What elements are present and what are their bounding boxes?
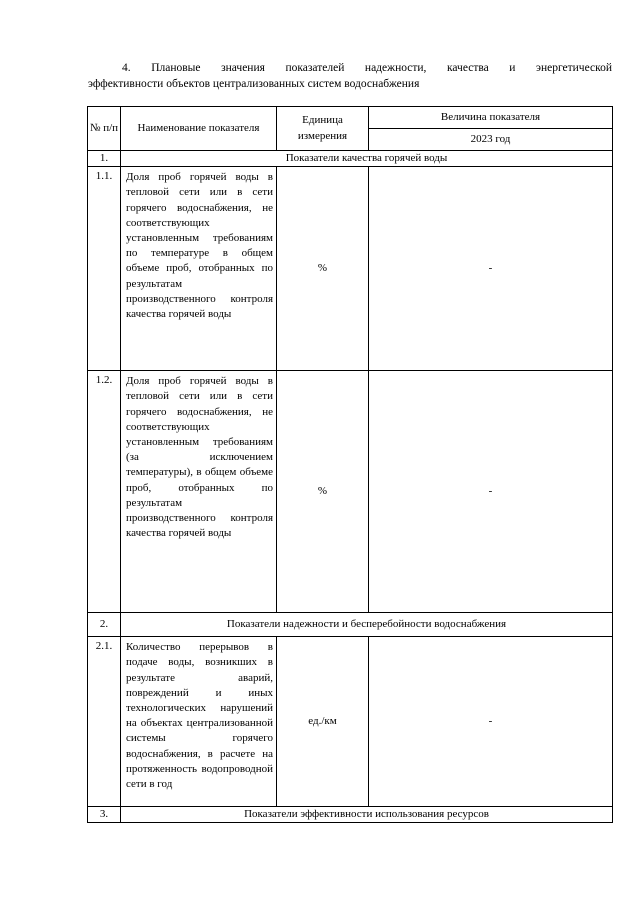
indicator-name	[121, 371, 277, 613]
table-row	[88, 371, 613, 613]
indicator-name-text: Доля проб горячей воды в тепловой сети или в сети горячего водоснабжения, не соответствующих установленным требованиям по температуре в общем объеме проб, отобранных по результатам производственного контроля качества горячей воды	[126, 171, 273, 321]
indicator-value: -	[369, 371, 613, 613]
table-row	[88, 637, 613, 807]
table-row	[88, 167, 613, 371]
indicator-name	[121, 637, 277, 807]
header-year: 2023 год	[369, 129, 613, 151]
indicator-name-text: Доля проб горячей воды в тепловой сети или в сети горячего водоснабжения, не соответствующих установленным требованиям (за исключением температуры), в общем объеме проб, отобранных по результатам производственного контроля качества горячей воды	[126, 375, 273, 540]
header-value: Величина показателя	[369, 107, 613, 129]
indicator-name-text: Количество перерывов в подаче воды, возникших в результате аварий, повреждений и иных технологических нарушений на объектах централизованной системы горячего водоснабжения, в расчете на протяженность водопроводной сети в год	[126, 641, 273, 791]
table-row	[88, 807, 613, 823]
indicator-unit: ед./км	[277, 637, 369, 807]
row-num: 1.2.	[88, 371, 121, 613]
indicator-unit: %	[277, 371, 369, 613]
section-heading	[88, 60, 612, 92]
row-num: 3.	[88, 807, 121, 823]
indicator-name	[121, 167, 277, 371]
indicator-unit: %	[277, 167, 369, 371]
indicator-value: -	[369, 637, 613, 807]
table-header-row	[88, 107, 613, 129]
indicator-value: -	[369, 167, 613, 371]
header-name: Наименование показателя	[121, 107, 277, 151]
row-num: 1.	[88, 151, 121, 167]
header-unit: Единица измерения	[277, 107, 369, 151]
section-title: Показатели качества горячей воды	[121, 151, 613, 167]
table-row	[88, 151, 613, 167]
table-row	[88, 613, 613, 637]
section-title: Показатели надежности и бесперебойности водоснабжения	[121, 613, 613, 637]
row-num: 2.1.	[88, 637, 121, 807]
section-title: Показатели эффективности использования ресурсов	[121, 807, 613, 823]
header-num: № п/п	[88, 107, 121, 151]
heading-line-2: эффективности объектов централизованных систем водоснабжения	[88, 78, 420, 90]
row-num: 1.1.	[88, 167, 121, 371]
row-num: 2.	[88, 613, 121, 637]
heading-line-1: 4. Плановые значения показателей надежности, качества и энергетической	[122, 62, 612, 74]
indicators-table	[87, 106, 613, 823]
